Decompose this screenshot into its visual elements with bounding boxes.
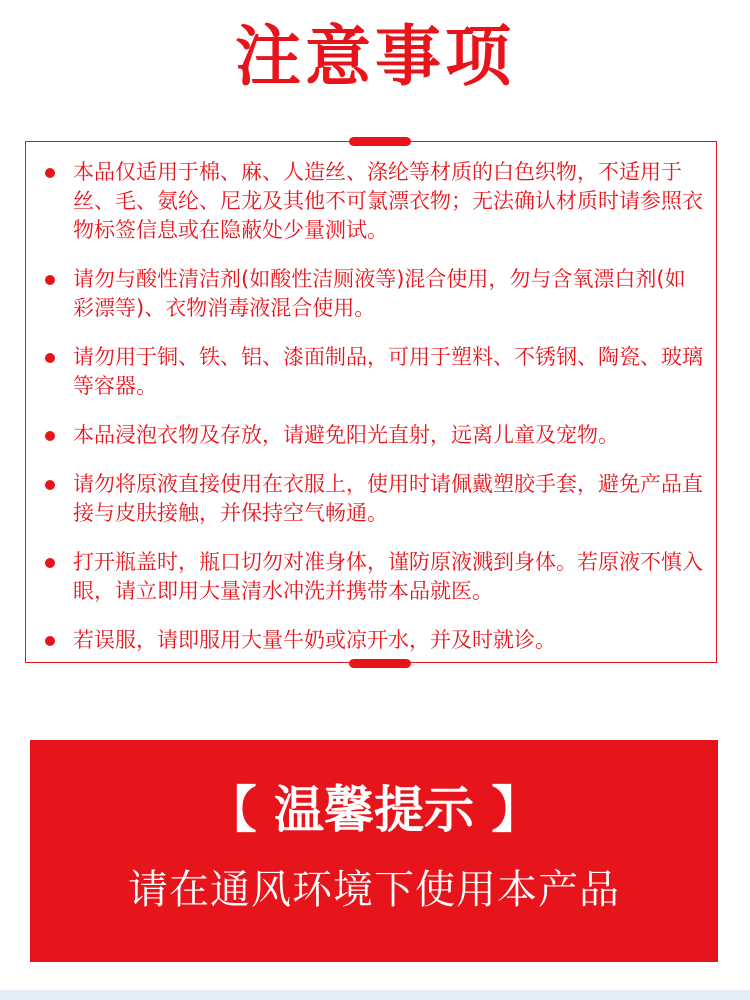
- notice-item: [45, 158, 705, 245]
- notice-item: [45, 548, 705, 606]
- bullet-dot-icon: [45, 168, 55, 178]
- notice-text: 若误服，请即服用大量牛奶或凉开水，并及时就诊。: [73, 628, 556, 652]
- notice-text: 本品浸泡衣物及存放，请避免阳光直射，远离儿童及宠物。: [73, 423, 619, 447]
- notice-item: [45, 421, 705, 450]
- tip-text: 请在通风环境下使用本产品: [128, 867, 620, 913]
- tip-title: 【 温馨提示 】: [206, 781, 542, 839]
- bullet-dot-icon: [45, 431, 55, 441]
- tip-panel: [30, 740, 718, 962]
- bullet-dot-icon: [45, 275, 55, 285]
- notice-item: [45, 265, 705, 323]
- notice-text: 请勿用于铜、铁、铝、漆面制品，可用于塑料、不锈钢、陶瓷、玻璃等容器。: [73, 345, 703, 398]
- bullet-dot-icon: [45, 636, 55, 646]
- notice-item: [45, 470, 705, 528]
- bullet-dot-icon: [45, 353, 55, 363]
- bullet-dot-icon: [45, 480, 55, 490]
- notice-text: 请勿与酸性清洁剂(如酸性洁厕液等)混合使用，勿与含氧漂白剂(如彩漂等)、衣物消毒液混合使用。: [73, 267, 686, 320]
- notice-list: [45, 158, 705, 675]
- bullet-dot-icon: [45, 558, 55, 568]
- box-top-accent: [349, 137, 411, 146]
- notice-text: 本品仅适用于棉、麻、人造丝、涤纶等材质的白色织物，不适用于丝、毛、氨纶、尼龙及其他不可氯漂衣物；无法确认材质时请参照衣物标签信息或在隐蔽处少量测试。: [73, 160, 703, 242]
- notice-text: 请勿将原液直接使用在衣服上，使用时请佩戴塑胶手套，避免产品直接与皮肤接触，并保持空气畅通。: [73, 472, 703, 525]
- bottom-strip: [0, 990, 750, 1000]
- notice-item: [45, 626, 705, 655]
- notice-text: 打开瓶盖时，瓶口切勿对准身体，谨防原液溅到身体。若原液不慎入眼，请立即用大量清水冲洗并携带本品就医。: [73, 550, 703, 603]
- notice-item: [45, 343, 705, 401]
- page-title: 注意事项: [235, 18, 515, 95]
